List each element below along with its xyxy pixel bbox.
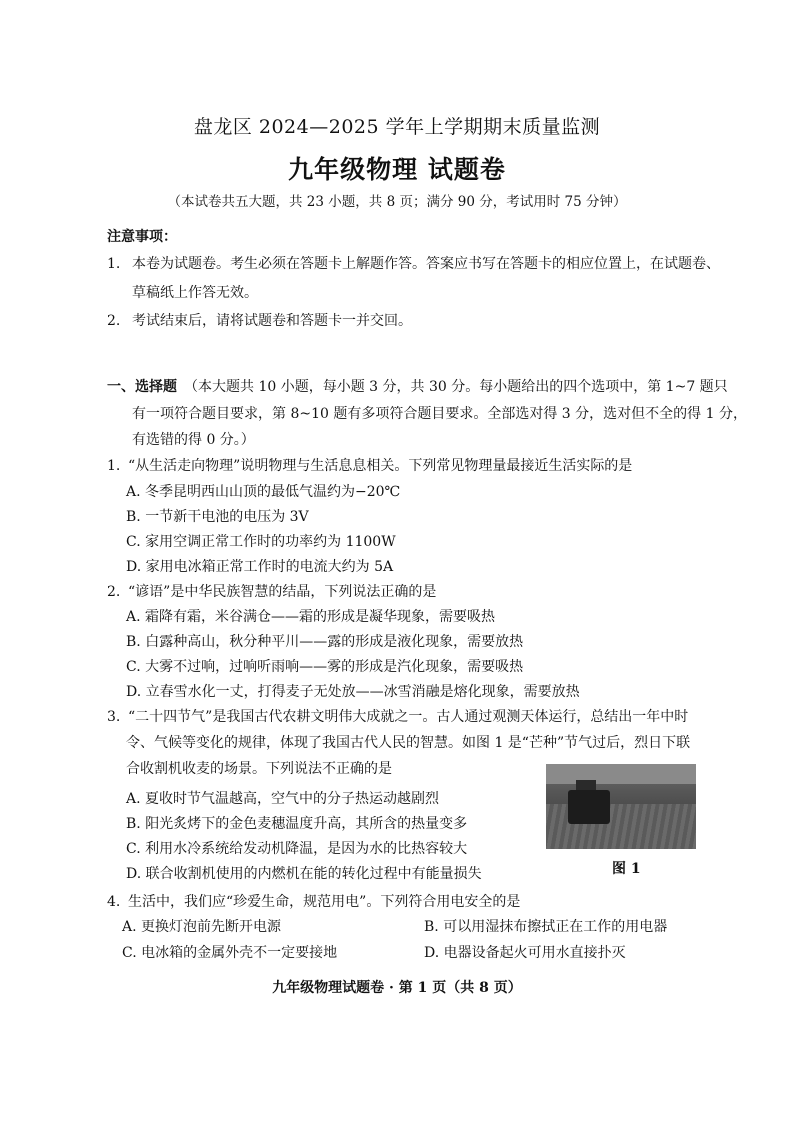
q4-option-a: A. 更换灯泡前先断开电源 bbox=[122, 919, 282, 935]
q1-option-b: B. 一节新干电池的电压为 3V bbox=[126, 509, 309, 525]
section1-intro-line3: 有选错的得 0 分。） bbox=[132, 432, 255, 448]
figure-harvester-body bbox=[568, 790, 610, 824]
q3-number: 3. bbox=[107, 709, 121, 725]
q2-option-b: B. 白露种高山，秋分种平川——露的形成是液化现象，需要放热 bbox=[126, 634, 524, 650]
q2-stem: “谚语”是中华民族智慧的结晶，下列说法正确的是 bbox=[128, 584, 437, 600]
notice-item1-line2: 草稿纸上作答无效。 bbox=[132, 285, 258, 301]
q3-option-c: C. 利用水冷系统给发动机降温，是因为水的比热容较大 bbox=[126, 841, 468, 857]
section1-intro-line2: 有一项符合题目要求，第 8~10 题有多项符合题目要求。全部选对得 3 分，选对但不全的得 1 分， bbox=[132, 406, 747, 422]
notice-item1-num: 1. bbox=[107, 256, 121, 272]
notice-item2-num: 2. bbox=[107, 313, 121, 329]
q1-number: 1. bbox=[107, 458, 121, 474]
q3-stem-line2: 令、气候等变化的规律，体现了我国古代人民的智慧。如图 1 是“芒种”节气过后，烈日下联 bbox=[126, 735, 691, 751]
q2-option-d: D. 立春雪水化一丈，打得麦子无处放——冰雪消融是熔化现象，需要放热 bbox=[126, 684, 580, 700]
q4-option-d: D. 电器设备起火可用水直接扑灭 bbox=[424, 945, 626, 961]
q2-number: 2. bbox=[107, 584, 121, 600]
q3-option-a: A. 夏收时节气温越高，空气中的分子热运动越剧烈 bbox=[126, 791, 440, 807]
q3-stem-line1: “二十四节气”是我国古代农耕文明伟大成就之一。古人通过观测天体运行，总结出一年中时 bbox=[128, 709, 689, 725]
q3-option-b: B. 阳光炙烤下的金色麦穗温度升高，其所含的热量变多 bbox=[126, 816, 468, 832]
figure-sky bbox=[546, 764, 696, 784]
exam-title-line1: 盘龙区 2024—2025 学年上学期期末质量监测 bbox=[193, 116, 601, 138]
q4-stem: 生活中，我们应“珍爱生命，规范用电”。下列符合用电安全的是 bbox=[128, 894, 521, 910]
page-footer: 九年级物理试题卷 · 第 1 页（共 8 页） bbox=[272, 980, 522, 996]
notice-item1-line1: 本卷为试题卷。考生必须在答题卡上解题作答。答案应书写在答题卡的相应位置上，在试题卷、 bbox=[132, 256, 720, 272]
section1-title: 一、选择题 bbox=[107, 379, 177, 395]
q3-stem-line3: 合收割机收麦的场景。下列说法不正确的是 bbox=[126, 761, 392, 777]
exam-info: （本试卷共五大题，共 23 小题，共 8 页；满分 90 分，考试用时 75 分钟） bbox=[167, 194, 627, 210]
q1-option-d: D. 家用电冰箱正常工作时的电流大约为 5A bbox=[126, 559, 394, 575]
notice-title: 注意事项： bbox=[107, 229, 177, 245]
q3-option-d: D. 联合收割机使用的内燃机在能的转化过程中有能量损失 bbox=[126, 866, 482, 882]
q2-option-c: C. 大雾不过响，过响听雨响——雾的形成是汽化现象，需要吸热 bbox=[126, 659, 524, 675]
exam-title-line2: 九年级物理 试题卷 bbox=[288, 155, 506, 184]
q4-option-b: B. 可以用湿抹布擦拭正在工作的用电器 bbox=[424, 919, 668, 935]
q1-option-c: C. 家用空调正常工作时的功率约为 1100W bbox=[126, 534, 396, 550]
notice-item2-line1: 考试结束后，请将试题卷和答题卡一并交回。 bbox=[132, 313, 412, 329]
figure-caption: 图 1 bbox=[612, 861, 641, 877]
harvester-figure-image bbox=[546, 764, 696, 849]
q1-option-a: A. 冬季昆明西山山顶的最低气温约为−20℃ bbox=[126, 484, 401, 500]
q4-number: 4. bbox=[107, 894, 121, 910]
q4-option-c: C. 电冰箱的金属外壳不一定要接地 bbox=[122, 945, 338, 961]
q1-stem: “从生活走向物理”说明物理与生活息息相关。下列常见物理量最接近生活实际的是 bbox=[128, 458, 633, 474]
section1-intro-line1: （本大题共 10 小题，每小题 3 分，共 30 分。每小题给出的四个选项中，第 1~7 题只 bbox=[184, 379, 728, 395]
q2-option-a: A. 霜降有霜，米谷满仓——霜的形成是凝华现象，需要吸热 bbox=[126, 609, 496, 625]
